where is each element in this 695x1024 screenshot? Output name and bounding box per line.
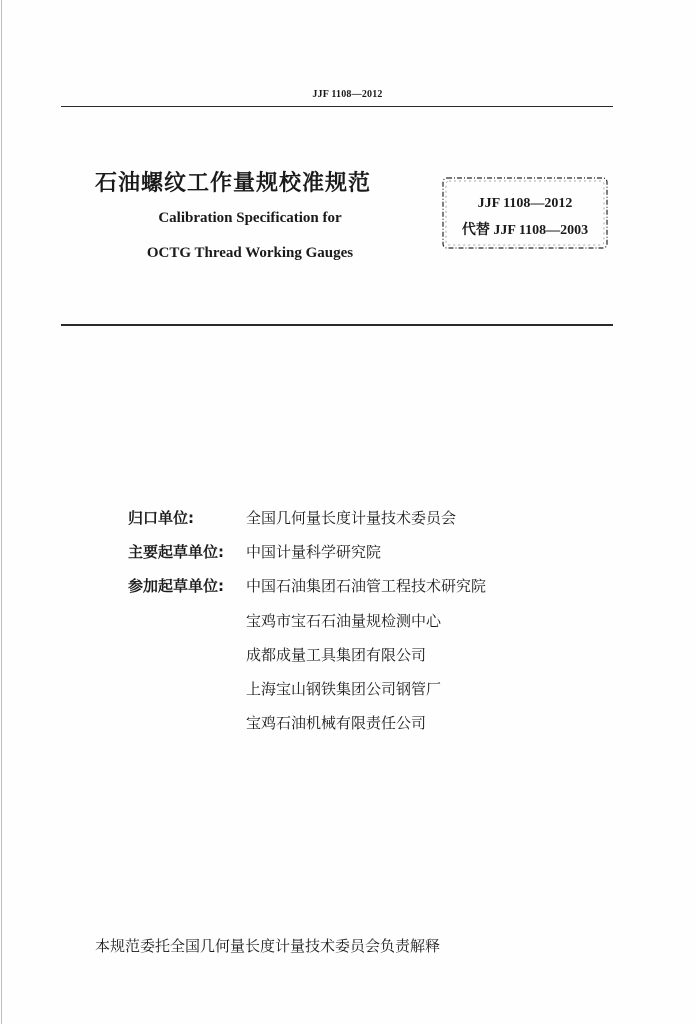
title-chinese: 石油螺纹工作量规校准规范 [95,171,372,196]
standard-code-box [441,176,609,250]
title-english-line1: Calibration Specification for [158,210,342,226]
responsible-unit-row [128,507,456,528]
title-rule [61,324,613,326]
participants-row [128,575,486,596]
main-drafter-label: 主要起草单位: [128,543,224,561]
participant-item: 宝鸡石油机械有限责任公司 [246,714,427,732]
participant-item: 上海宝山钢铁集团公司钢管厂 [246,680,442,698]
participant-item: 宝鸡市宝石石油量规检测中心 [246,612,442,630]
title-english-line2: OCTG Thread Working Gauges [146,245,354,261]
standard-code: JJF 1108—2012 [477,196,573,211]
participants-label: 参加起草单位: [128,577,224,595]
header-rule [61,106,613,107]
page-edge [1,0,2,1024]
replaces-code: 代替 JJF 1108—2003 [461,223,589,238]
main-drafter-row [128,541,381,562]
main-drafter-value: 中国计量科学研究院 [246,543,382,561]
responsible-unit-value: 全国几何量长度计量技术委员会 [246,509,457,527]
participant-item: 成都成量工具集团有限公司 [246,646,427,664]
interpretation-note: 本规范委托全国几何量长度计量技术委员会负责解释 [95,937,441,955]
header-standard-code: JJF 1108—2012 [312,89,383,100]
participant-item: 中国石油集团石油管工程技术研究院 [246,577,487,595]
responsible-unit-label: 归口单位: [128,509,194,527]
